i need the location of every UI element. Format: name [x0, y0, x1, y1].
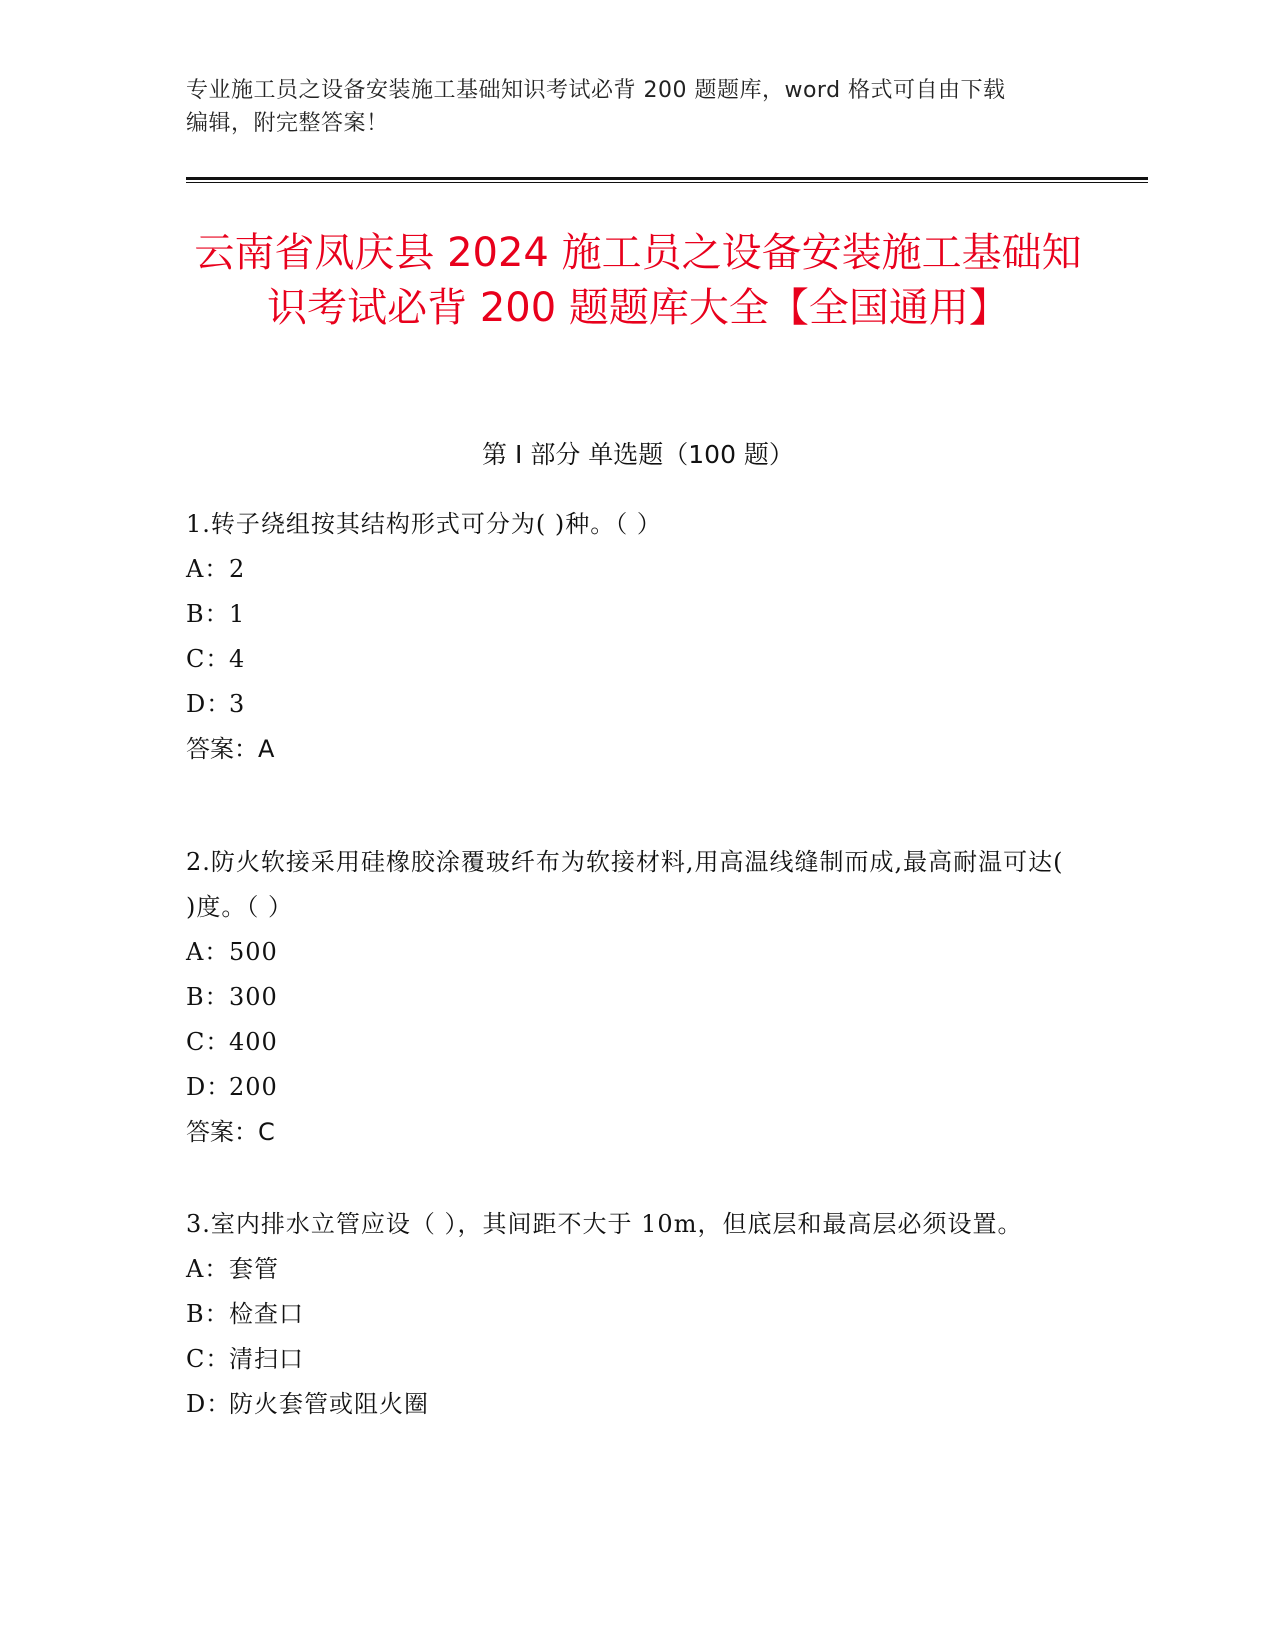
question-3	[186, 1202, 1066, 1427]
header-note-line-2: 编辑，附完整答案！	[186, 111, 389, 136]
option-a	[186, 930, 1066, 975]
document-title: 云南省凤庆县 2024 施工员之设备安装施工基础知识考试必背 200 题题库大全【全国通用】	[194, 230, 1082, 331]
question-stem: 2.防火软接采用硅橡胶涂覆玻纤布为软接材料,用高温线缝制而成,最高耐温可达( )度。（ ）	[186, 848, 1064, 921]
header-divider-thin	[186, 182, 1148, 183]
option-text: 检查口	[229, 1300, 304, 1328]
option-text: 4	[229, 645, 246, 673]
header-divider-thick	[186, 177, 1148, 180]
option-key: B：	[186, 600, 230, 628]
option-c	[186, 1020, 1066, 1065]
option-a	[186, 547, 1066, 592]
option-key: B：	[186, 983, 230, 1011]
question-stem: 1.转子绕组按其结构形式可分为( )种。（ ）	[186, 510, 662, 538]
header-note-line-1: 专业施工员之设备安装施工基础知识考试必背 200 题题库，word 格式可自由下载	[186, 78, 1006, 103]
answer: 答案：C	[186, 1118, 275, 1146]
option-text: 2	[229, 555, 246, 583]
section-title: 第 I 部分 单选题（100 题）	[482, 440, 794, 469]
header-note	[186, 74, 1086, 140]
option-b	[186, 1292, 1066, 1337]
option-c	[186, 1337, 1066, 1382]
option-text: 3	[229, 690, 246, 718]
option-text: 200	[229, 1073, 278, 1101]
option-key: D：	[186, 1073, 232, 1101]
option-b	[186, 975, 1066, 1020]
question-1	[186, 502, 1066, 772]
option-a	[186, 1247, 1066, 1292]
option-c	[186, 637, 1066, 682]
option-key: C：	[186, 645, 231, 673]
option-key: B：	[186, 1300, 230, 1328]
option-key: A：	[186, 1255, 230, 1283]
option-d	[186, 1065, 1066, 1110]
option-key: D：	[186, 1390, 232, 1418]
option-text: 500	[229, 938, 278, 966]
option-text: 1	[229, 600, 246, 628]
option-key: A：	[186, 938, 230, 966]
answer: 答案：A	[186, 735, 275, 763]
option-d	[186, 1382, 1066, 1427]
option-text: 300	[229, 983, 278, 1011]
option-text: 防火套管或阻火圈	[229, 1390, 429, 1418]
option-key: C：	[186, 1345, 231, 1373]
option-text: 400	[229, 1028, 278, 1056]
question-2	[186, 840, 1066, 1155]
option-text: 清扫口	[229, 1345, 304, 1373]
option-text: 套管	[229, 1255, 279, 1283]
option-d	[186, 682, 1066, 727]
question-stem: 3.室内排水立管应设（ ），其间距不大于 10m，但底层和最高层必须设置。	[186, 1210, 1023, 1238]
option-key: A：	[186, 555, 230, 583]
option-b	[186, 592, 1066, 637]
option-key: D：	[186, 690, 232, 718]
option-key: C：	[186, 1028, 231, 1056]
